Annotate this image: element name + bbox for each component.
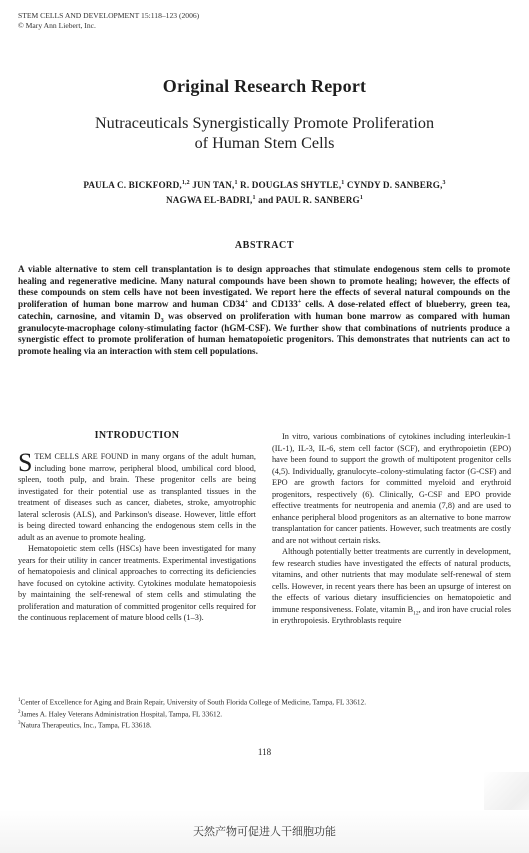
right-column bbox=[272, 431, 511, 627]
abstract-text: was observed on proliferation with human bone marrow as compared with human granulocyte-macrophage colony-stimulating factor (hGM-CSF). We further show that combinations of nutrients produce a synergistic effect to promote proliferation of human hematopoietic progenitors. This demonstrates that nutrients can act to promote healing via an interaction with stem cell populations. bbox=[18, 310, 510, 356]
footnote bbox=[18, 719, 510, 731]
abstract-body bbox=[18, 264, 510, 358]
page-number: 118 bbox=[257, 747, 272, 757]
author-line-1 bbox=[18, 177, 511, 192]
author-affiliation: 1 bbox=[252, 195, 256, 202]
image-caption: 天然产物可促进人干细胞功能 bbox=[193, 825, 336, 838]
journal-copyright: © Mary Ann Liebert, Inc. bbox=[18, 21, 96, 30]
intro-paragraph-1 bbox=[18, 448, 256, 543]
author-name: R. DOUGLAS SHYTLE, bbox=[240, 180, 342, 191]
introduction-heading: INTRODUCTION bbox=[94, 430, 180, 441]
footnote-text: Natura Therapeutics, Inc., Tampa, FL 33618. bbox=[20, 720, 152, 730]
title-line-1: Nutraceuticals Synergistically Promote Proliferation bbox=[94, 114, 435, 132]
author-affiliation: 1,2 bbox=[181, 180, 190, 186]
footnote bbox=[18, 696, 510, 708]
author-name: JUN TAN, bbox=[192, 180, 235, 191]
paper-title bbox=[40, 113, 489, 153]
author-name: CYNDY D. SANBERG, bbox=[346, 180, 443, 191]
footnote-marker: 1 bbox=[18, 698, 21, 703]
footnote bbox=[18, 708, 510, 720]
abstract-text: A viable alternative to stem cell transplantation is to design approaches that stimulate endogenous stem cells to promote healing and regenerative medicine. Many natural compounds have been shown to promote healing; however, the effects of these compounds on stem cells have not been investigated. We report here the effects of several natural compounds on the proliferation of human bone marrow and human CD34 bbox=[18, 264, 510, 310]
footnote-text: James A. Haley Veterans Administration Hospital, Tampa, FL 33612. bbox=[20, 709, 223, 719]
intro-paragraph-4 bbox=[272, 546, 511, 627]
affiliation-footnotes bbox=[18, 696, 510, 731]
left-column bbox=[18, 448, 256, 624]
title-line-2: of Human Stem Cells bbox=[194, 134, 335, 152]
abstract-heading: ABSTRACT bbox=[234, 240, 295, 251]
author-name: PAULA C. BICKFORD, bbox=[83, 180, 182, 191]
abstract-superscript: + bbox=[244, 299, 249, 306]
drop-cap: S bbox=[18, 448, 33, 477]
footnote-text: Center of Excellence for Aging and Brain Repair, University of South Florida College of Medicine, Tampa, FL 33612. bbox=[20, 697, 367, 707]
author-line-2 bbox=[18, 192, 511, 207]
vitamin-subscript: 12 bbox=[413, 610, 419, 617]
journal-header bbox=[18, 11, 199, 31]
intro-paragraph-4-text-end: , and iron have crucial roles in erythropoiesis. Erythroblasts require bbox=[272, 604, 511, 625]
author-affiliation: 1 bbox=[359, 195, 363, 202]
abstract-text: and CD133 bbox=[248, 299, 298, 310]
journal-citation: STEM CELLS AND DEVELOPMENT 15:118–123 (2006) bbox=[18, 11, 200, 20]
author-affiliation: 1 bbox=[341, 180, 345, 186]
intro-paragraph-1-text: in many organs of the adult human, including bone marrow, peripheral blood, umbilical cord blood, spleen, tooth pulp, and brain. These progenitor cells are being investigated for their potential use as transplanted tissues in the treatment of diseases such as cancer, diabetes, stroke, amyotrophic lateral sclerosis (ALS), and Parkinson's disease. However, little effort is being directed toward enhancing the endogenous stem cells in the adult as an avenue to promote healing. bbox=[18, 452, 256, 542]
intro-paragraph-4-text: Although potentially better treatments are currently in development, few research studies have investigated the effects of natural products, vitamins, and other nutrients that may modulate self-renewal of stem cells. However, in recent years there has been an upsurge of interest on the effects of various dietary insufficiencies on hematopoietic and immune responsiveness. Folate, vitamin B bbox=[272, 547, 511, 614]
intro-small-caps: TEM CELLS ARE FOUND bbox=[34, 452, 129, 461]
abstract-superscript: + bbox=[297, 299, 302, 306]
author-name: and PAUL R. SANBERG bbox=[258, 195, 360, 206]
abstract-subscript: 3 bbox=[160, 317, 164, 324]
author-affiliation: 1 bbox=[234, 180, 238, 186]
author-name: NAGWA EL-BADRI, bbox=[166, 195, 253, 206]
report-type-heading: Original Research Report bbox=[162, 76, 367, 96]
author-affiliation: 3 bbox=[442, 180, 446, 186]
intro-paragraph-2: Hematopoietic stem cells (HSCs) have been investigated for many years for their utility in cancer treatments. Experimental investigations of hematopoiesis and clinical approaches to correcting its deficiencies have focused on cytokine activity. Cytokines modulate hematopoiesis by maintaining the self-renewal of stem cells and stimulating the proliferation and maturation of committed progenitor cells required for the continuous replacement of mature blood cells (1–3). bbox=[18, 544, 256, 622]
footnote-marker: 2 bbox=[18, 709, 21, 715]
intro-paragraph-3: In vitro, various combinations of cytokines including interleukin-1 (IL-1), IL-3, IL-6, stem cell factor (SCF), and erythropoietin (EPO) have been found to support the growth of multipotent progenitor cells (4,5). Individually, granulocyte–colony-stimulating factor (G-CSF) and EPO are growth factors for committed myeloid and erythroid progenitors, respectively (6). Clinically, G-CSF and EPO provide effective treatments for neutropenia and anemia (7,8) and are used to enhance peripheral blood progenitors as an alternative to bone marrow transplantation for cancer patients. However, such treatments are costly and are not without certain risks. bbox=[272, 432, 511, 545]
author-list bbox=[18, 177, 511, 207]
footnote-marker: 3 bbox=[18, 721, 21, 727]
abstract-text: cells. A dose-related effect of blueberry, green tea, catechin, carnosine, and vitamin D bbox=[18, 299, 510, 321]
